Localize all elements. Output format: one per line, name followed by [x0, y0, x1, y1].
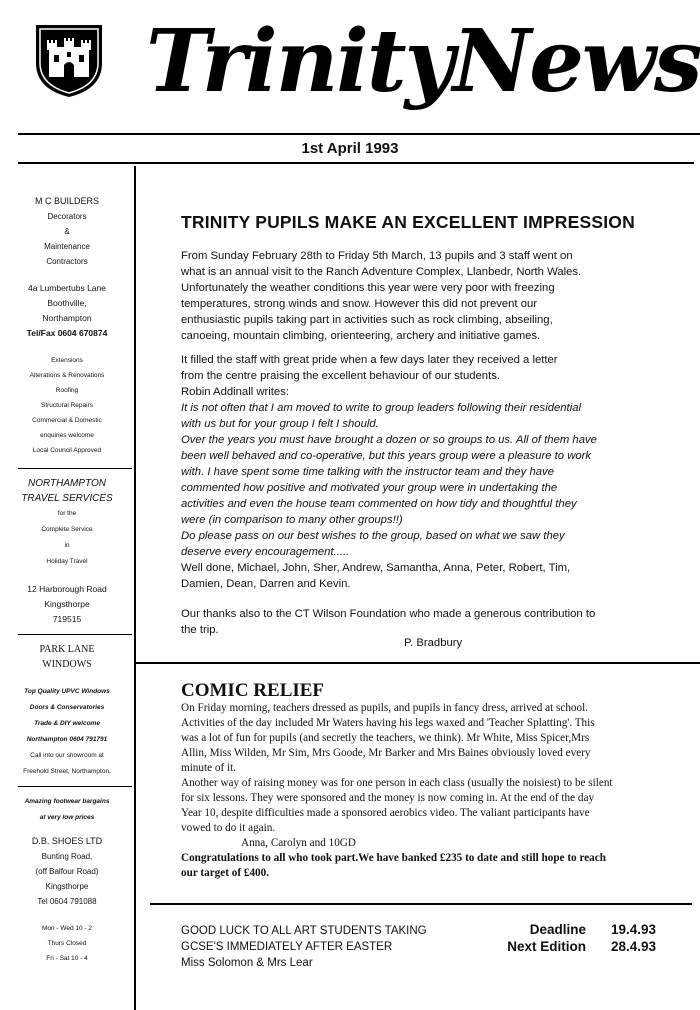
ad-line: for the [57, 510, 77, 517]
ad-phone: Tel 0604 791088 [37, 897, 97, 906]
text-line: enthusiastic pupils taking part in activities such as rock climbing, abseiling, [181, 314, 553, 326]
text-line: From Sunday February 28th to Friday 5th March, 13 pupils and 3 staff went on [181, 250, 573, 262]
ad-service: enquiries welcome [40, 432, 94, 439]
text-line: temperatures, strong winds and snow. However this did not prevent our [181, 298, 538, 310]
ad-park-lane-windows [0, 642, 134, 780]
ad-name: TRAVEL SERVICES [21, 493, 113, 504]
ad-hours: Fri - Sat 10 - 4 [46, 955, 88, 962]
text-line: was a lot of fun for pupils (and secretly the teachers, we think). Mr White, Miss Spicer,Mrs [181, 732, 590, 744]
advert-sidebar [0, 166, 136, 1010]
article-signature: Anna, Carolyn and 10GD [241, 837, 356, 849]
ad-tagline: at very low prices [39, 814, 95, 821]
ad-hours: Mon - Wed 10 - 2 [41, 925, 93, 932]
ad-line: Complete Service [41, 526, 93, 533]
text-line: It filled the staff with great pride when a few days later they received a letter [181, 354, 558, 366]
ad-line: Decorators [47, 212, 87, 221]
quote-line: commented how positive and motivated your group were in undertaking the [181, 482, 558, 494]
ad-line: Holiday Travel [46, 558, 88, 565]
footer-dates [486, 921, 656, 955]
article-paragraph [181, 352, 691, 560]
deadline-label: Deadline [529, 922, 586, 937]
ad-address: 4a Lumbertubs Lane [28, 283, 106, 293]
text-line: for six lessons. They were sponsored and the money is now coming in. At the end of the day [181, 792, 595, 804]
text-line: Another way of raising money was for one person in each class (usually the noisiest) to be silent [181, 777, 613, 789]
article-paragraph [181, 606, 691, 638]
ad-divider [18, 634, 132, 635]
quote-line: deserve every encouragement..... [181, 546, 350, 558]
ad-service: Commercial & Domestic [32, 417, 102, 424]
ad-address: Bunting Road, [41, 852, 93, 861]
ad-phone: Northampton 0604 791791 [26, 736, 108, 743]
ad-service: Extensions [51, 357, 83, 364]
date-rule [18, 162, 694, 164]
ad-divider [18, 468, 132, 469]
ad-line: Doors & Conservatories [29, 704, 105, 711]
article-paragraph [181, 248, 691, 344]
ad-name: WINDOWS [42, 659, 92, 670]
ad-address: 12 Harborough Road [27, 584, 107, 594]
quote-line: been well behaved and co-operative, but this years group were a pleasure to work [181, 450, 592, 462]
article-headline: TRINITY PUPILS MAKE AN EXCELLENT IMPRESSION [181, 212, 635, 232]
quote-line: with. I have spent some time talking with the instructor team and they have [181, 466, 554, 478]
text-line: Damien, Dean, Darren and Kevin. [181, 578, 351, 590]
text-line: Allin, Miss Wilden, Mr Sim, Mrs Goode, Mr Barker and Mrs Baines obviously loved every [181, 747, 591, 759]
article-divider [136, 662, 700, 664]
quote-line: Over the years you must have brought a dozen or so groups to us. All of them have [181, 434, 597, 446]
article-headline: COMIC RELIEF [181, 680, 325, 701]
ad-line: in [64, 542, 70, 549]
text-line: our target of £400. [181, 867, 270, 879]
school-crest-icon [34, 23, 104, 99]
ad-line: Maintenance [44, 242, 90, 251]
quote-line: were (in comparison to many other groups!!) [181, 514, 403, 526]
ad-line: Call into our showroom at [30, 752, 104, 759]
ad-address: Kingsthorpe [45, 882, 89, 891]
footer-notice [181, 923, 427, 971]
text-line: Robin Addinall writes: [181, 386, 290, 398]
ad-line: Freehold Street, Northampton. [23, 768, 111, 775]
quote-line: with us but for your group I felt I should. [181, 418, 379, 430]
text-line: Our thanks also to the CT Wilson Foundation who made a generous contribution to [181, 608, 596, 620]
ad-db-shoes [0, 794, 134, 966]
ad-line: Trade & DIY welcome [34, 720, 100, 727]
text-line: Well done, Michael, John, Sher, Andrew, Samantha, Anna, Peter, Robert, Tim, [181, 562, 571, 574]
ad-address: Boothville, [47, 298, 87, 308]
ad-phone: Tel/Fax 0604 670874 [26, 328, 108, 338]
ad-service: Alterations & Renovations [29, 372, 105, 379]
quote-line: Do please pass on our best wishes to the group, based on what we saw they [181, 530, 565, 542]
ad-name: M C BUILDERS [34, 196, 99, 206]
ad-service: Roofing [55, 387, 79, 394]
text-line: GOOD LUCK TO ALL ART STUDENTS TAKING [181, 925, 427, 937]
ad-northampton-travel [0, 476, 134, 627]
ad-name: PARK LANE [39, 644, 95, 655]
ad-name: D.B. SHOES LTD [31, 836, 103, 846]
text-line: vowed to do it again. [181, 822, 276, 834]
ad-mc-builders [0, 194, 134, 458]
ad-phone: 719515 [52, 614, 82, 624]
issue-date: 1st April 1993 [301, 140, 399, 157]
text-line: canoeing, mountain climbing, orienteering, archery and initiative games. [181, 330, 541, 342]
ad-line: Top Quality UPVC Windows [24, 688, 110, 695]
footer-divider [150, 903, 692, 905]
text-line: the trip. [181, 624, 219, 636]
ad-line: Contractors [46, 257, 88, 266]
ad-address: (off Balfour Road) [35, 867, 99, 876]
deadline-value: 19.4.93 [610, 922, 656, 937]
article-paragraph [181, 701, 693, 881]
text-line: Year 10, despite difficulties made a sponsored aerobics video. The valiant participants have [181, 807, 590, 819]
next-edition-label: Next Edition [507, 939, 586, 954]
ad-line: & [64, 227, 70, 236]
text-line: GCSE'S IMMEDIATELY AFTER EASTER [181, 941, 393, 953]
ad-service: Structural Repairs [40, 402, 94, 409]
ad-name: NORTHAMPTON [28, 478, 106, 489]
text-line: minute of it. [181, 762, 236, 774]
article-paragraph [181, 560, 691, 592]
ad-tagline: Amazing footwear bargains [24, 798, 110, 805]
ad-divider [18, 786, 132, 787]
text-line: Miss Solomon & Mrs Lear [181, 957, 313, 969]
ad-address: Kingsthorpe [44, 599, 90, 609]
text-line: On Friday morning, teachers dressed as pupils, and pupils in fancy dress, arrived at school. [181, 702, 589, 714]
masthead-title: TrinityNews [146, 11, 700, 112]
masthead-rule [18, 133, 700, 135]
next-edition-value: 28.4.93 [610, 939, 656, 954]
ad-service: Local Council Approved [32, 447, 102, 454]
quote-line: It is not often that I am moved to write to group leaders following their residential [181, 402, 581, 414]
text-line: Congratulations to all who took part.We have banked £235 to date and still hope to reach [181, 852, 606, 864]
ad-hours: Thurs Closed [47, 940, 87, 947]
text-line: Activities of the day included Mr Waters having his legs waxed and 'Teacher Splatting'. This [181, 717, 595, 729]
text-line: from the centre praising the excellent behaviour of our students. [181, 370, 501, 382]
text-line: what is an annual visit to the Ranch Adventure Complex, Llanbedr, North Wales. [181, 266, 582, 278]
article-signature: P. Bradbury [404, 637, 463, 649]
ad-address: Northampton [42, 313, 92, 323]
quote-line: activities and even the house team commented on how tidy and thoughtful they [181, 498, 577, 510]
text-line: Unfortunately the weather conditions this year were very poor with freezing [181, 282, 555, 294]
